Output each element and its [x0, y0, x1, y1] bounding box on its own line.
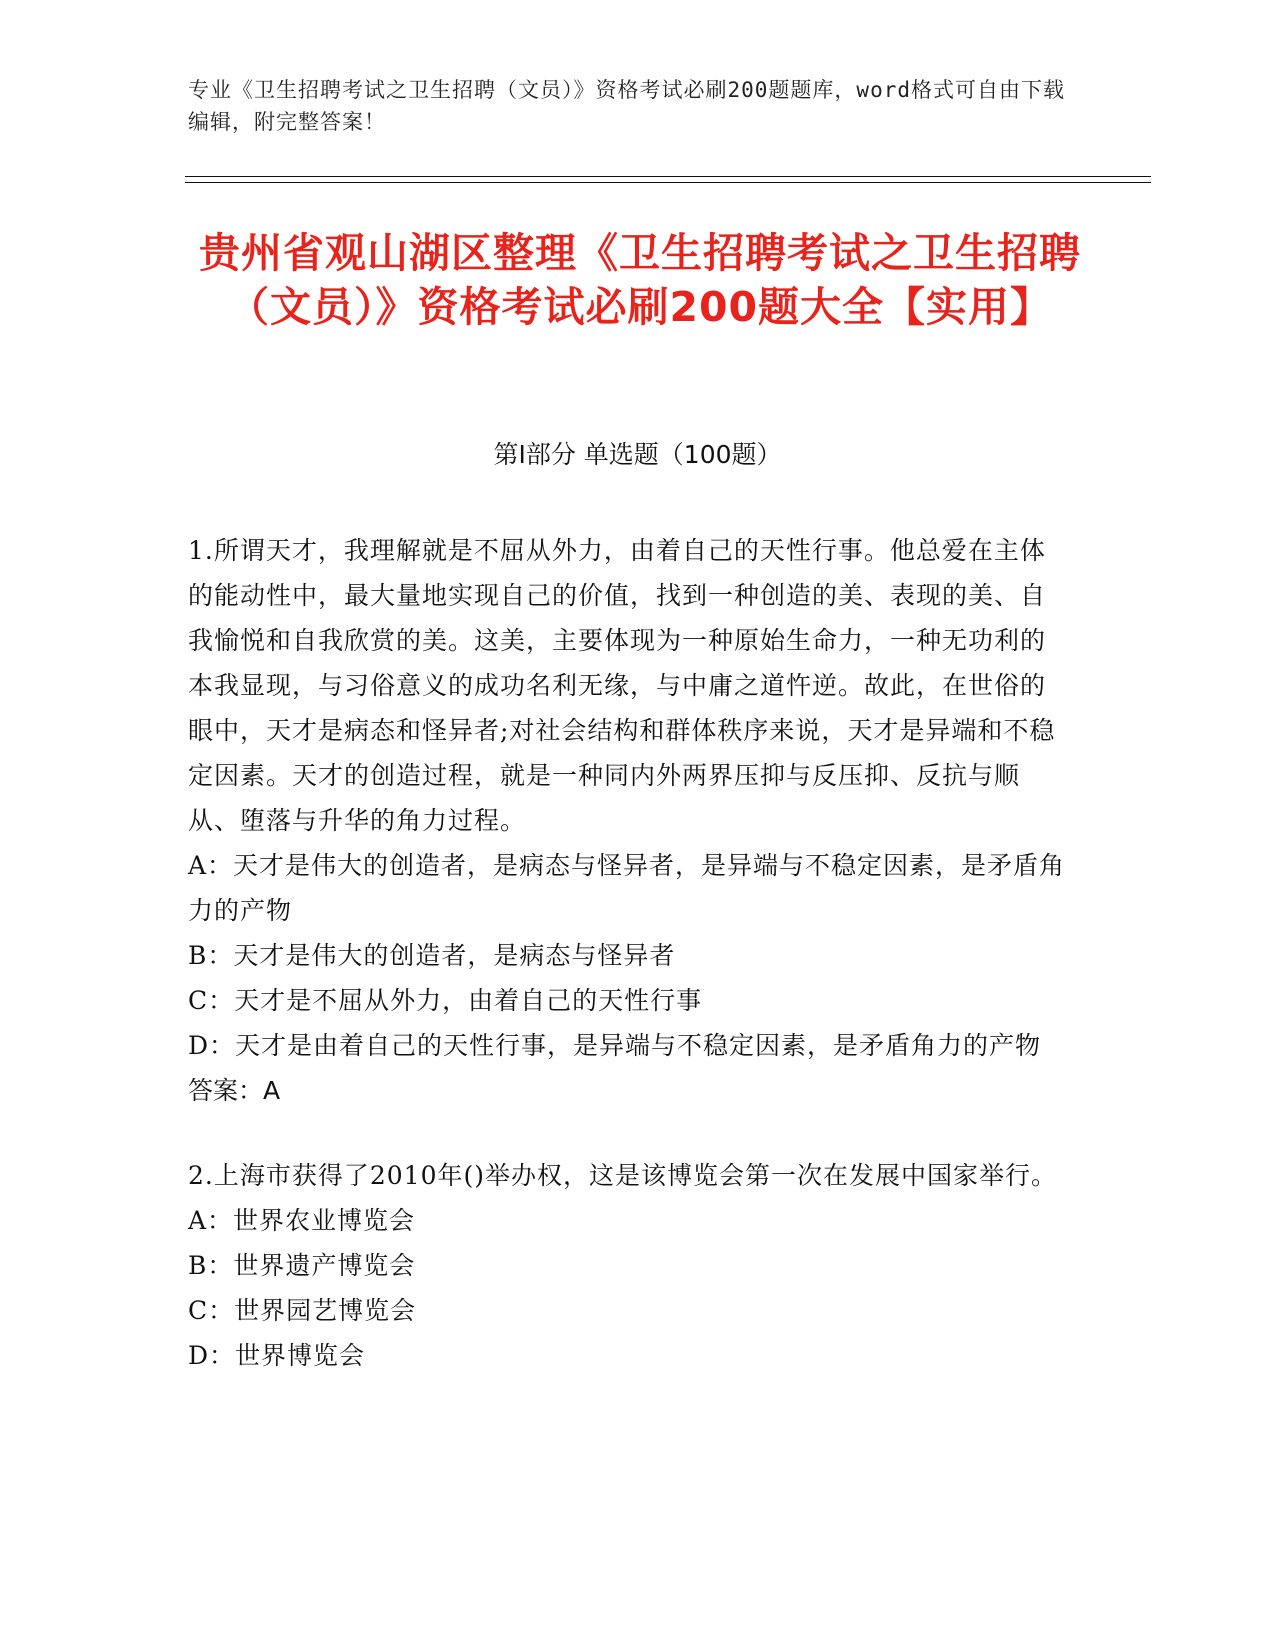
- document-title: 贵州省观山湖区整理《卫生招聘考试之卫生招聘（文员）》资格考试必刷200题大全【实用】: [199, 229, 1081, 331]
- option-c: C：天才是不屈从外力，由着自己的天性行事: [188, 986, 703, 1015]
- question-list: [188, 528, 1068, 1418]
- header-divider-top: [185, 176, 1151, 177]
- option-d: D：世界博览会: [188, 1341, 366, 1370]
- option-b: B：天才是伟大的创造者，是病态与怪异者: [188, 941, 676, 970]
- option-b: B：世界遗产博览会: [188, 1251, 416, 1280]
- header-divider-bottom: [185, 182, 1151, 183]
- question-stem: 2.上海市获得了2010年()举办权，这是该博览会第一次在发展中国家举行。: [188, 1161, 1057, 1190]
- answer-label: 答案：A: [188, 1076, 281, 1105]
- header-note: 专业《卫生招聘考试之卫生招聘（文员）》资格考试必刷200题题库，word格式可自由下载编辑，附完整答案！: [188, 78, 1065, 134]
- option-a: A：世界农业博览会: [188, 1206, 416, 1235]
- option-d: D：天才是由着自己的天性行事，是异端与不稳定因素，是矛盾角力的产物: [188, 1031, 1042, 1060]
- option-a: A：天才是伟大的创造者，是病态与怪异者，是异端与不稳定因素，是矛盾角力的产物: [188, 851, 1066, 925]
- section-title: 第I部分 单选题（100题）: [493, 440, 782, 469]
- question-stem: 1.所谓天才，我理解就是不屈从外力，由着自己的天性行事。他总爱在主体的能动性中，最大量地实现自己的价值，找到一种创造的美、表现的美、自我愉悦和自我欣赏的美。这美，主要体现为一种原始生命力，一种无功利的本我显现，与习俗意义的成功名利无缘，与中庸之道忤逆。故此，在世俗的眼中，天才是病态和怪异者;对社会结构和群体秩序来说，天才是异端和不稳定因素。天才的创造过程，就是一种同内外两界压抑与反压抑、反抗与顺从、堕落与升华的角力过程。: [188, 536, 1056, 835]
- question-2: [188, 1153, 1068, 1378]
- option-c: C：世界园艺博览会: [188, 1296, 417, 1325]
- question-1: [188, 528, 1068, 1113]
